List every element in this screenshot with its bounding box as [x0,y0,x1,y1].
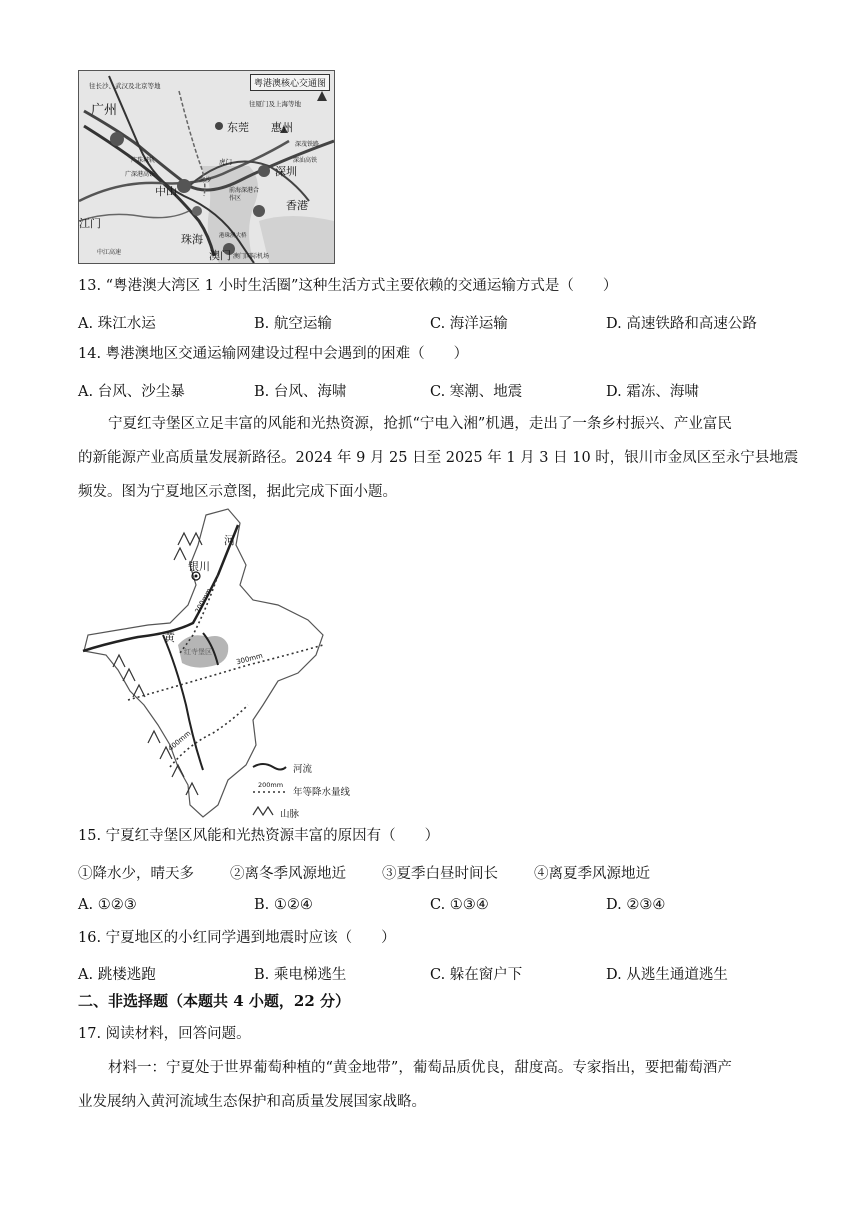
q13-option-b: B. 航空运输 [254,316,332,332]
gba-city-shenzhen: 深圳 [275,165,297,178]
passage-line-2: 的新能源产业高质量发展新路径。2024 年 9 月 25 日至 2025 年 1 月 3 日 10 时，银川市金凤区至永宁县地震 [78,450,799,466]
q16-stem: 16. 宁夏地区的小红同学遇到地震时应该（ ） [78,930,396,946]
legend-isohyet-sample: 200mm [258,781,284,789]
gba-note-top-right: 往厦门及上海等地 [249,100,301,108]
gba-label-bridge: 港珠澳大桥 [219,233,247,239]
gba-note-top-left: 往长沙、武汉及北京等地 [89,82,161,90]
q15-item-3: ③夏季白昼时间长 [382,866,498,882]
gba-map-title: 粤港澳核心交通图 [250,74,330,91]
gba-label-rail5: 深汕高铁 [293,157,318,164]
ningxia-isohyet-300: 300mm [235,651,264,667]
ningxia-river-char-huang: 黄 [164,631,175,644]
legend-river-label: 河流 [293,764,313,775]
q14-option-a: A. 台风、沙尘暴 [78,384,185,400]
ningxia-isohyet-200: 200mm [193,587,214,615]
passage-line-1: 宁夏红寺堡区立足丰富的风能和光热资源，抢抓“宁电入湘”机遇，走出了一条乡村振兴、产业富民 [108,416,732,432]
gba-label-rail1: 广深港高铁 [125,171,156,178]
section-2-heading: 二、非选择题（本题共 4 小题，22 分） [78,992,350,1010]
q14-stem: 14. 粤港澳地区交通运输网建设过程中会遇到的困难（ ） [78,346,469,362]
q14-option-d: D. 霜冻、海啸 [606,384,699,400]
ningxia-district-hongsibu: 红寺堡区 [184,648,212,656]
q13-option-d: D. 高速铁路和高速公路 [606,316,757,332]
q13-option-a: A. 珠江水运 [78,316,156,332]
q17-material-line-1: 材料一：宁夏处于世界葡萄种植的“黄金地带”，葡萄品质优良，甜度高。专家指出，要把葡萄酒产 [108,1060,732,1076]
gba-city-huizhou: 惠州 [271,121,293,134]
q15-option-b: B. ①②④ [254,897,313,913]
gba-city-dongguan: 东莞 [227,121,249,134]
q16-option-b: B. 乘电梯逃生 [254,967,347,983]
gba-label-nansha: 南沙 [199,177,212,184]
q15-item-2: ②离冬季风源地近 [230,866,346,882]
q16-option-d: D. 从逃生通道逃生 [606,967,728,983]
q16-option-c: C. 躲在窗户下 [430,967,523,983]
q17-stem: 17. 阅读材料，回答问题。 [78,1026,251,1042]
gba-city-zhongshan: 中山 [155,185,177,198]
q15-option-a: A. ①②③ [78,897,137,913]
q15-option-c: C. ①③④ [430,897,489,913]
q15-item-4: ④离夏季风源地近 [534,866,650,882]
gba-label-rail3: 深茂铁路 [295,141,320,148]
q15-stem: 15. 宁夏红寺堡区风能和光热资源丰富的原因有（ ） [78,828,440,844]
q16-option-a: A. 跳楼逃跑 [78,967,156,983]
gba-transport-map [78,70,335,264]
ningxia-map [78,505,378,825]
q13-option-c: C. 海洋运输 [430,316,508,332]
gba-label-coop-zone: 前海深港合作区 [229,187,260,202]
q13-stem: 13. “粤港澳大湾区 1 小时生活圈”这种生活方式主要依赖的交通运输方式是（ ） [78,278,618,294]
passage-line-3: 频发。图为宁夏地区示意图，据此完成下面小题。 [78,484,397,500]
q15-item-1: ①降水少，晴天多 [78,866,194,882]
gba-city-guangzhou: 广州 [91,103,118,118]
q14-option-c: C. 寒潮、地震 [430,384,523,400]
gba-city-jiangmen: 江门 [79,217,101,230]
legend-mountain-label: 山脉 [280,809,300,820]
q14-option-b: B. 台风、海啸 [254,384,347,400]
legend-isohyet-label: 年等降水量线 [293,787,351,798]
q17-material-line-2: 业发展纳入黄河流域生态保护和高质量发展国家战略。 [78,1094,426,1110]
gba-label-rail2: 广珠城轨 [131,157,156,164]
gba-city-zhuhai: 珠海 [181,233,203,246]
gba-city-humen: 虎门 [219,158,232,166]
gba-city-macau: 澳门 [209,249,231,262]
ningxia-map-drawing [78,505,378,825]
ningxia-city-yinchuan: 银川 [188,560,210,573]
ningxia-isohyet-400: 400mm [166,729,193,753]
gba-label-airport: 澳门国际机场 [233,253,270,260]
ningxia-river-char-he: 河 [224,534,235,547]
gba-city-hongkong: 香港 [286,199,308,212]
q15-option-d: D. ②③④ [606,897,666,913]
gba-label-rail4: 中江高速 [97,249,122,256]
